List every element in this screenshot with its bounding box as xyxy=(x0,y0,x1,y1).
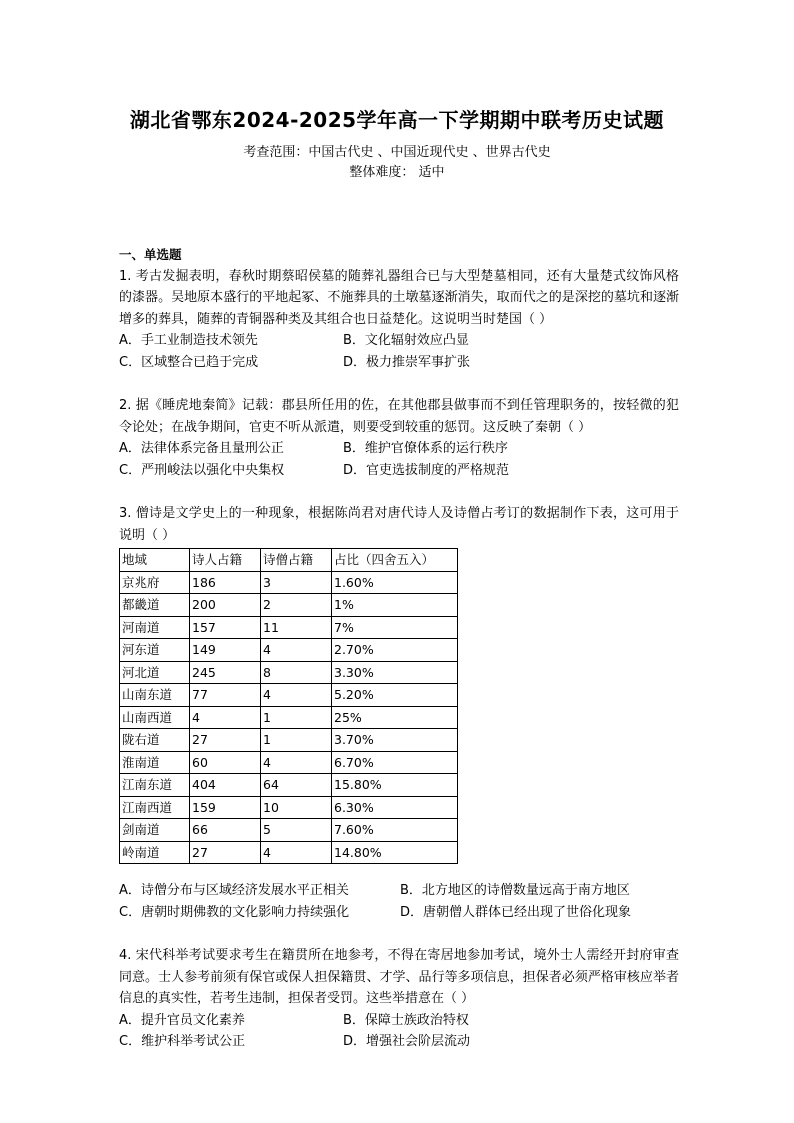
question-3 xyxy=(119,503,679,923)
table-cell: 河北道 xyxy=(120,661,190,684)
table-cell: 河东道 xyxy=(120,639,190,662)
option-a[interactable]: A．诗僧分布与区域经济发展水平正相关 xyxy=(119,883,349,898)
question-2-options xyxy=(119,438,679,481)
option-a[interactable]: A．提升官员文化素养 xyxy=(119,1012,245,1028)
table-row xyxy=(120,661,458,684)
table-row xyxy=(120,639,458,662)
table-cell: 159 xyxy=(190,796,261,819)
table-cell: 77 xyxy=(190,684,261,707)
table-cell: 5 xyxy=(261,819,332,842)
exam-scope: 考查范围：中国古代史 、中国近现代史 、世界古代史 xyxy=(243,145,551,160)
table-cell: 江南西道 xyxy=(120,796,190,819)
table-cell: 4 xyxy=(261,639,332,662)
table-cell: 江南东道 xyxy=(120,774,190,797)
table-cell: 1.60% xyxy=(332,571,458,594)
table-row xyxy=(120,594,458,617)
column-header: 诗僧占籍 xyxy=(261,549,332,572)
table-row xyxy=(120,751,458,774)
question-2-stem: 2. 据《睡虎地秦简》记载：郡县所任用的佐，在其他郡县做事而不到任管理职务的，按轻微的犯令论处；在战争期间，官吏不听从派遣，则要受到较重的惩罚。这反映了秦朝（ ） xyxy=(119,398,679,435)
table-cell: 2 xyxy=(261,594,332,617)
table-cell: 都畿道 xyxy=(120,594,190,617)
poet-data-table xyxy=(119,548,458,864)
table-cell: 1% xyxy=(332,594,458,617)
table-cell: 3.30% xyxy=(332,661,458,684)
option-c[interactable]: C．区域整合已趋于完成 xyxy=(119,354,259,370)
question-1-stem: 1. 考古发掘表明，春秋时期蔡昭侯墓的随葬礼器组合已与大型楚墓相同，还有大量楚式纹饰风格的漆器。吴地原本盛行的平地起冢、不施葬具的土墩墓逐渐消失，取而代之的是深挖的墓坑和逐渐增多的葬具，随葬的青铜器种类及其组合也日益楚化。这说明当时楚国（ ） xyxy=(119,268,679,327)
table-cell: 山南东道 xyxy=(120,684,190,707)
column-header: 地域 xyxy=(120,549,190,572)
table-cell: 7% xyxy=(332,616,458,639)
table-row xyxy=(120,796,458,819)
table-cell: 6.30% xyxy=(332,796,458,819)
table-cell: 4 xyxy=(261,841,332,864)
table-cell: 27 xyxy=(190,729,261,752)
page-title: 湖北省鄂东2024-2025学年高一下学期期中联考历史试题 xyxy=(129,108,665,132)
table-row xyxy=(120,841,458,864)
table-cell: 8 xyxy=(261,661,332,684)
option-a[interactable]: A．手工业制造技术领先 xyxy=(119,333,258,348)
table-cell: 149 xyxy=(190,639,261,662)
table-cell: 4 xyxy=(190,706,261,729)
table-cell: 京兆府 xyxy=(120,571,190,594)
table-row xyxy=(120,819,458,842)
option-b[interactable]: B．北方地区的诗僧数量远高于南方地区 xyxy=(400,883,630,898)
table-cell: 11 xyxy=(261,616,332,639)
question-4-stem: 4. 宋代科举考试要求考生在籍贯所在地参考，不得在寄居地参加考试，境外士人需经开封府审查同意。士人参考前须有保官或保人担保籍贯、才学、品行等多项信息，担保者必须严格审核应举者信息的真实性，若考生违制，担保者受罚。这些举措意在（ ） xyxy=(119,948,679,1006)
table-row xyxy=(120,616,458,639)
table-cell: 60 xyxy=(190,751,261,774)
table-cell: 27 xyxy=(190,841,261,864)
column-header: 诗人占籍 xyxy=(190,549,261,572)
table-cell: 7.60% xyxy=(332,819,458,842)
option-b[interactable]: B．维护官僚体系的运行秩序 xyxy=(343,441,508,456)
table-cell: 4 xyxy=(261,684,332,707)
table-row xyxy=(120,774,458,797)
table-cell: 4 xyxy=(261,751,332,774)
table-cell: 200 xyxy=(190,594,261,617)
option-d[interactable]: D．增强社会阶层流动 xyxy=(343,1034,471,1049)
table-cell: 陇右道 xyxy=(120,729,190,752)
question-3-stem: 3. 僧诗是文学史上的一种现象，根据陈尚君对唐代诗人及诗僧占考订的数据制作下表，这可用于说明（ ） xyxy=(119,506,679,543)
table-cell: 3.70% xyxy=(332,729,458,752)
table-row xyxy=(120,729,458,752)
table-cell: 河南道 xyxy=(120,616,190,639)
option-a[interactable]: A．法律体系完备且量刑公正 xyxy=(119,441,284,456)
column-header: 占比（四舍五入） xyxy=(332,549,458,572)
section-heading: 一、单选题 xyxy=(119,247,182,262)
exam-content xyxy=(119,244,679,1053)
table-cell: 5.20% xyxy=(332,684,458,707)
table-row xyxy=(120,684,458,707)
option-b[interactable]: B．保障士族政治特权 xyxy=(343,1012,469,1028)
question-2 xyxy=(119,395,679,481)
option-d[interactable]: D．官吏选拔制度的严格规范 xyxy=(343,462,510,478)
table-cell: 淮南道 xyxy=(120,751,190,774)
question-4 xyxy=(119,945,679,1053)
question-4-options xyxy=(119,1010,679,1053)
table-cell: 15.80% xyxy=(332,774,458,797)
table-cell: 6.70% xyxy=(332,751,458,774)
table-cell: 剑南道 xyxy=(120,819,190,842)
table-cell: 157 xyxy=(190,616,261,639)
question-3-options xyxy=(119,880,679,923)
table-cell: 25% xyxy=(332,706,458,729)
option-c[interactable]: C．唐朝时期佛教的文化影响力持续强化 xyxy=(119,904,350,920)
table-row xyxy=(120,706,458,729)
table-cell: 64 xyxy=(261,774,332,797)
table-row xyxy=(120,571,458,594)
table-cell: 66 xyxy=(190,819,261,842)
table-cell: 2.70% xyxy=(332,639,458,662)
option-d[interactable]: D．唐朝僧人群体已经出现了世俗化现象 xyxy=(400,904,632,920)
table-header-row xyxy=(120,549,458,572)
question-1-options xyxy=(119,330,679,373)
option-c[interactable]: C．维护科举考试公正 xyxy=(119,1034,246,1049)
table-cell: 10 xyxy=(261,796,332,819)
table-cell: 14.80% xyxy=(332,841,458,864)
question-1 xyxy=(119,266,679,374)
table-cell: 1 xyxy=(261,706,332,729)
exam-difficulty: 整体难度： 适中 xyxy=(349,165,445,180)
table-cell: 245 xyxy=(190,661,261,684)
table-cell: 山南西道 xyxy=(120,706,190,729)
option-d[interactable]: D．极力推崇军事扩张 xyxy=(343,354,471,370)
table-cell: 404 xyxy=(190,774,261,797)
table-cell: 186 xyxy=(190,571,261,594)
table-cell: 岭南道 xyxy=(120,841,190,864)
table-cell: 1 xyxy=(261,729,332,752)
option-b[interactable]: B．文化辐射效应凸显 xyxy=(343,333,469,348)
table-cell: 3 xyxy=(261,571,332,594)
option-c[interactable]: C．严刑峻法以强化中央集权 xyxy=(119,462,285,478)
